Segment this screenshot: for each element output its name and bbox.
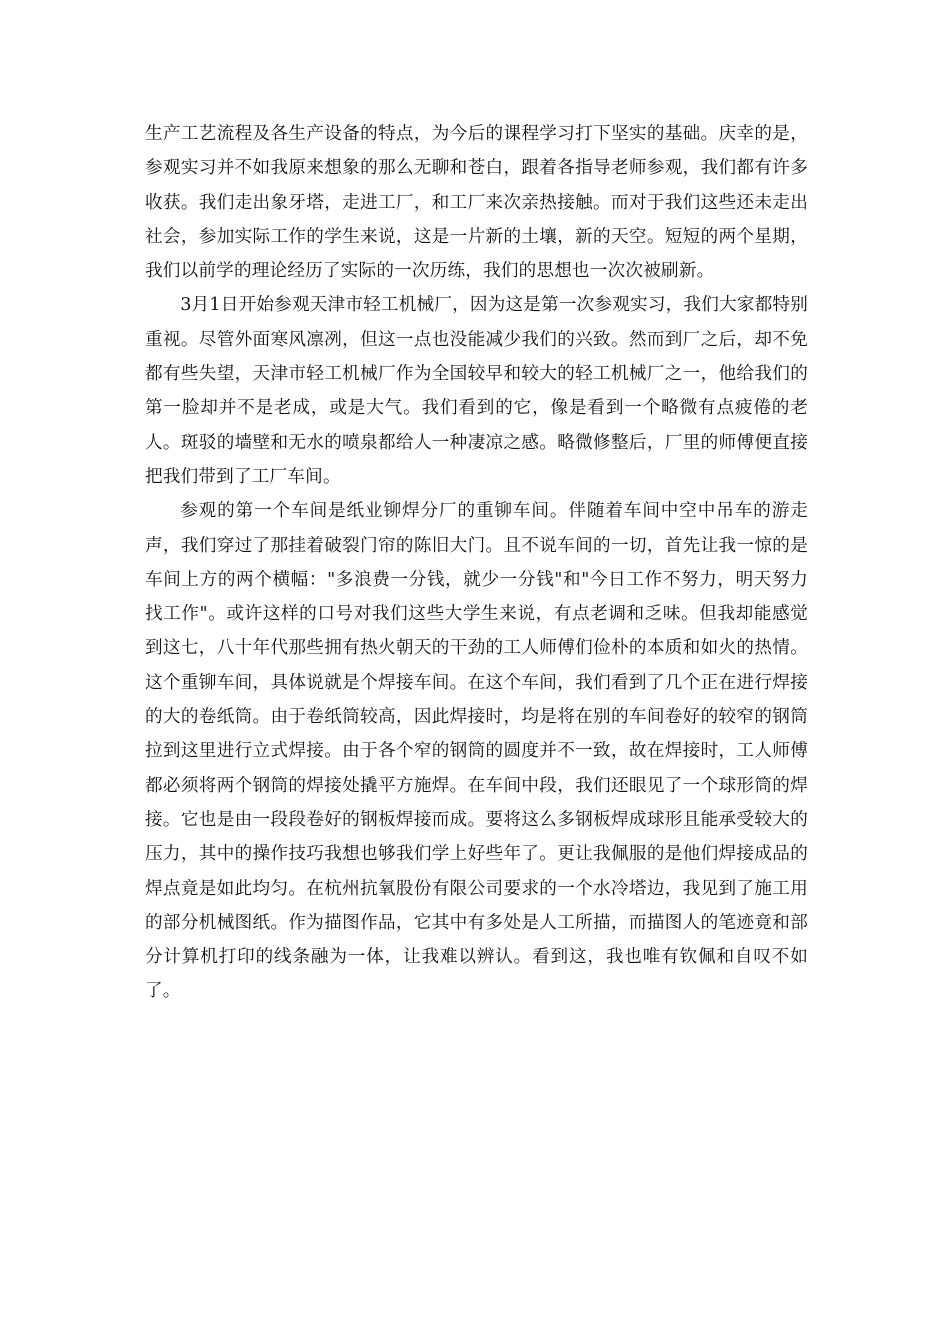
paragraph-2: 3月1日开始参观天津市轻工机械厂，因为这是第一次参观实习，我们大家都特别重视。尽管外面寒风凛冽，但这一点也没能减少我们的兴致。然而到厂之后，却不免都有些失望，天津市轻工机械厂作为全国较早和较大的轻工机械厂之一，他给我们的第一脸却并不是老成，或是大气。我们看到的它，像是看到一个略微有点疲倦的老人。斑驳的墙壁和无水的喷泉都给人一种凄凉之感。略微修整后，厂里的师傅便直接把我们带到了工厂车间。 [145,295,808,487]
paragraph-1: 生产工艺流程及各生产设备的特点，为今后的课程学习打下坚实的基础。庆幸的是，参观实习并不如我原来想象的那么无聊和苍白，跟着各指导老师参观，我们都有许多收获。我们走出象牙塔，走进工厂，和工厂来次亲热接触。而对于我们这些还未走出社会，参加实际工作的学生来说，这是一片新的土壤，新的天空。短短的两个星期，我们以前学的理论经历了实际的一次历练，我们的思想也一次次被刷新。 [145,124,808,282]
document-page [145,117,808,1009]
paragraph-3: 参观的第一个车间是纸业铆焊分厂的重铆车间。伴随着车间中空中吊车的游走声，我们穿过了那挂着破裂门帘的陈旧大门。且不说车间的一切，首先让我一惊的是车间上方的两个横幅："多浪费一分钱，就少一分钱"和"今日工作不努力，明天努力找工作"。或许这样的口号对我们这些大学生来说，有点老调和乏味。但我却能感觉到这七，八十年代那些拥有热火朝天的干劲的工人师傅们俭朴的本质和如火的热情。这个重铆车间，具体说就是个焊接车间。在这个车间，我们看到了几个正在进行焊接的大的卷纸筒。由于卷纸筒较高，因此焊接时，均是将在别的车间卷好的较窄的钢筒拉到这里进行立式焊接。由于各个窄的钢筒的圆度并不一致，故在焊接时，工人师傅都必须将两个钢筒的焊接处撬平方施焊。在车间中段，我们还眼见了一个球形筒的焊接。它也是由一段段卷好的钢板焊接而成。要将这么多钢板焊成球形且能承受较大的压力，其中的操作技巧我想也够我们学上好些年了。更让我佩服的是他们焊接成品的焊点竟是如此均匀。在杭州抗氧股份有限公司要求的一个水冷塔边，我见到了施工用的部分机械图纸。作为描图作品，它其中有多处是人工所描，而描图人的笔迹竟和部分计算机打印的线条融为一体，让我难以辨认。看到这，我也唯有钦佩和自叹不如了。 [145,501,808,1002]
